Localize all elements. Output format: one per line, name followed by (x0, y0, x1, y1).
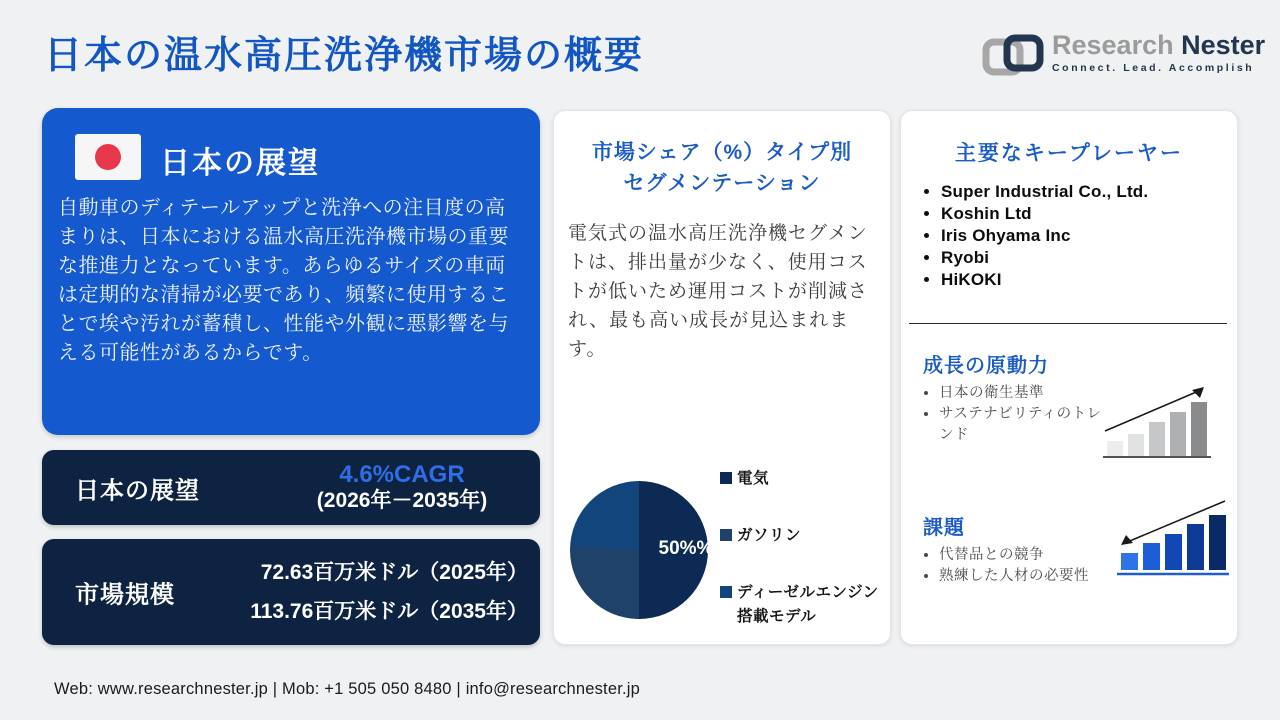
market-size-card (42, 539, 540, 645)
player-item: • HiKOKI (941, 269, 1148, 291)
legend-item (720, 581, 889, 629)
growth-item: • 日本の衛生基準 (939, 383, 1109, 404)
pie-legend (720, 467, 889, 629)
legend-label-electric: 電気 (737, 470, 770, 487)
player-item: • Iris Ohyama Inc (941, 225, 1148, 247)
pie-slice-label: 50%% (658, 538, 714, 559)
cagr-card (42, 450, 540, 525)
market-share-body: 電気式の温水高圧洗浄機セグメントは、排出量が少なく、使用コストが低いため運用コストが削減され、最も高い成長が見込まれます。 (568, 223, 869, 360)
growth-heading: 成長の原動力 (923, 355, 1049, 377)
cagr-block (282, 461, 522, 513)
challenge-item: • 代替品との競争 (939, 545, 1139, 566)
market-share-heading (554, 137, 890, 199)
legend-label-gasoline: ガソリン (737, 527, 802, 544)
cagr-card-label: 日本の展望 (75, 477, 200, 504)
market-share-heading-line2: セグメンテーション (623, 172, 821, 195)
page-title: 日本の温水高圧洗浄機市場の概要 (44, 35, 645, 77)
player-item: • Ryobi (941, 247, 1148, 269)
player-item: • Super Industrial Co., Ltd. (941, 181, 1148, 203)
market-size-label: 市場規模 (75, 581, 175, 609)
logo-name (1052, 30, 1265, 60)
outlook-heading: 日本の展望 (160, 147, 320, 180)
key-players-card (900, 110, 1238, 645)
legend-label-diesel: ディーゼルエンジン搭載モデル (737, 584, 879, 625)
market-share-card (553, 110, 891, 645)
logo (982, 30, 1266, 82)
outlook-card (42, 108, 540, 435)
footer-text: Web: www.researchnester.jp | Mob: +1 505 050 8480 | info@researchnester.jp (54, 680, 641, 698)
outlook-body: 自動車のディテールアップと洗浄への注目度の高まりは、日本における温水高圧洗浄機市場の重要な推進力となっています。あらゆるサイズの車両は定期的な清掃が必要であり、頻繁に使用することで埃や汚れが蓄積し、性能や外観に悪影響を与える可能性があるからです。 (58, 197, 509, 364)
key-players-heading: 主要なキープレーヤー (954, 142, 1184, 165)
challenges-heading: 課題 (923, 517, 965, 539)
cagr-period: (2026年－2035年) (316, 489, 488, 512)
legend-swatch-electric (720, 472, 732, 484)
growth-list (909, 383, 1109, 446)
growth-item: • サステナビリティのトレンド (939, 404, 1109, 446)
market-size-2025: 72.63百万米ドル（2025年） (260, 561, 528, 584)
logo-name-part2: Nester (1181, 30, 1266, 60)
logo-icon (982, 34, 1044, 78)
legend-swatch-gasoline (720, 529, 732, 541)
legend-item (720, 524, 889, 548)
logo-name-part1: Research (1052, 30, 1174, 60)
japan-flag-icon (75, 134, 141, 180)
legend-item (720, 467, 889, 491)
market-size-2035: 113.76百万米ドル（2035年） (250, 600, 528, 623)
key-players-list (925, 181, 1148, 291)
divider (909, 323, 1227, 324)
market-share-heading-line1: 市場シェア（%）タイプ別 (591, 141, 853, 164)
cagr-value: 4.6%CAGR (339, 461, 465, 488)
challenges-bars-icon (1113, 497, 1233, 579)
player-item: • Koshin Ltd (941, 203, 1148, 225)
challenge-item: • 熟練した人材の必要性 (939, 566, 1139, 587)
logo-tagline: Connect. Lead. Accomplish (1052, 62, 1255, 74)
market-size-values (198, 553, 528, 631)
challenges-list (909, 545, 1139, 587)
legend-swatch-diesel (720, 586, 732, 598)
logo-text (1052, 30, 1265, 74)
growth-bars-icon (1101, 383, 1219, 465)
